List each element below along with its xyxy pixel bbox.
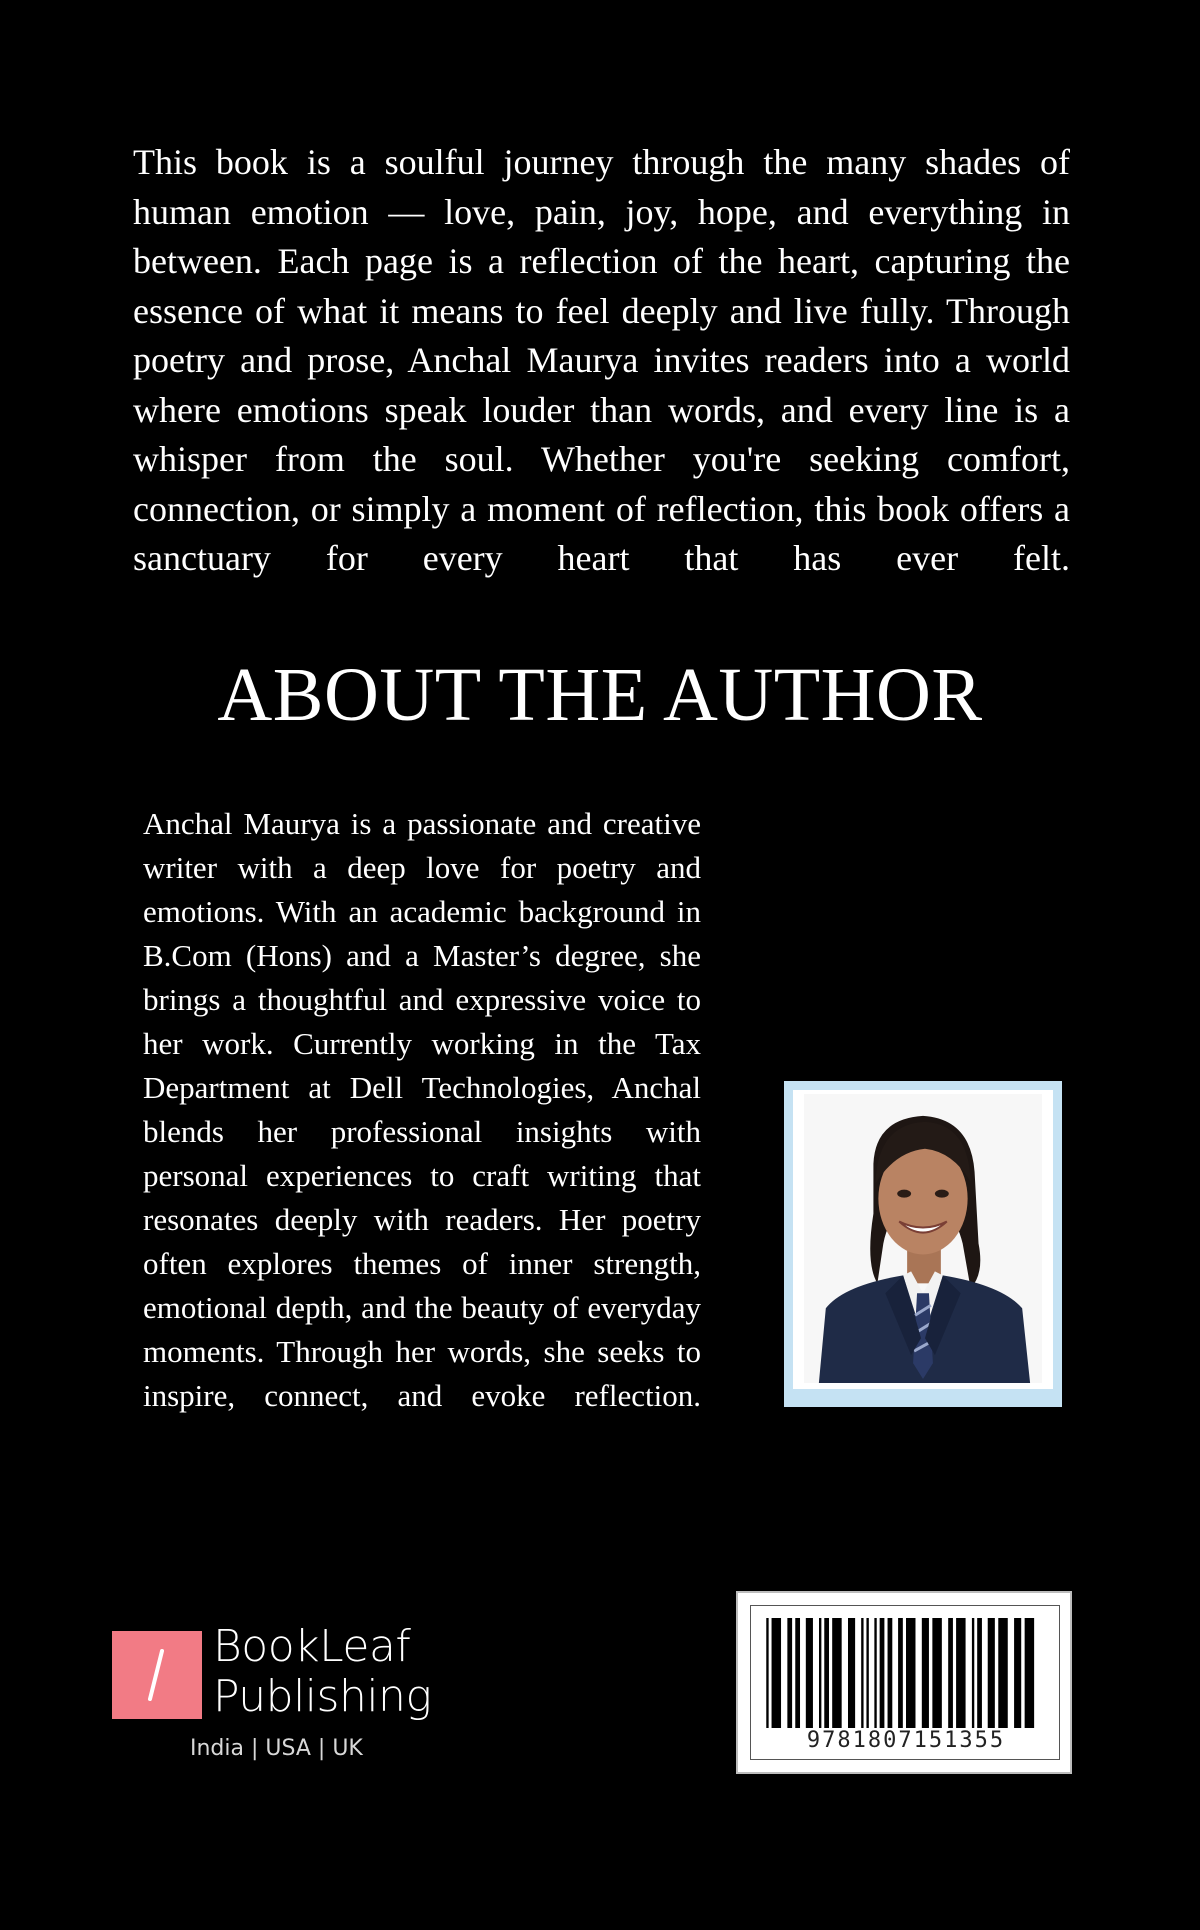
book-blurb: This book is a soulful journey through the many shades of human emotion — love, pain, joy, hope, and everything in between. Each page is a reflection of the heart, capturing the essence of what it means to feel deeply and live fully. Through poetry and prose, Anchal Maurya invites readers into a world where emotions speak louder than words, and every line is a whisper from the soul. Whether you're seeking comfort, connection, or simply a moment of reflection, this book offers a sanctuary for every heart that has ever felt. — [133, 142, 1070, 578]
barcode-bar — [866, 1618, 868, 1728]
barcode-bar — [972, 1618, 974, 1728]
barcode-bar — [888, 1618, 893, 1728]
barcode-bar — [874, 1618, 876, 1728]
slash-logo-icon — [112, 1631, 202, 1719]
author-photo — [793, 1090, 1053, 1389]
barcode-bar — [977, 1618, 982, 1728]
barcode-bar — [1014, 1618, 1021, 1728]
author-bio: Anchal Maurya is a passionate and creative writer with a deep love for poetry and emotions. With an academic background in B.Com (Hons) and a Master’s degree, she brings a thoughtful and expressive voice to her work. Currently working in the Tax Department at Dell Technologies, Anchal blends her professional insights with personal experiences to craft writing that resonates deeply with readers. Her poetry often explores themes of inner strength, emotional depth, and the beauty of everyday moments. Through her words, she seeks to inspire, connect, and evoke reflection. — [143, 806, 701, 1413]
barcode-bar — [832, 1618, 841, 1728]
barcode-bar — [766, 1618, 768, 1728]
barcode-frame — [750, 1605, 1060, 1760]
barcode-bar — [880, 1618, 885, 1728]
publisher-name-line2: Publishing — [213, 1671, 432, 1722]
barcode-bar — [1025, 1618, 1034, 1728]
barcode-bar — [824, 1618, 829, 1728]
isbn-number: 9781807151355 — [806, 1728, 1006, 1753]
barcode-bar — [806, 1618, 813, 1728]
barcode-bar — [848, 1618, 855, 1728]
barcode-bar — [787, 1618, 792, 1728]
barcode-bar — [956, 1618, 965, 1728]
isbn-barcode — [736, 1591, 1072, 1774]
author-portrait-image — [804, 1094, 1042, 1383]
publisher-name — [213, 1622, 431, 1722]
barcode-bar — [922, 1618, 929, 1728]
barcode-bar — [861, 1618, 863, 1728]
publisher-regions: India | USA | UK — [190, 1736, 363, 1761]
barcode-bar — [988, 1618, 995, 1728]
publisher-logo — [112, 1621, 452, 1773]
publisher-name-line1: BookLeaf — [213, 1621, 411, 1672]
barcode-bar — [795, 1618, 800, 1728]
barcode-bar — [772, 1618, 781, 1728]
barcode-bar — [932, 1618, 941, 1728]
barcode-bar — [948, 1618, 953, 1728]
barcode-bars — [761, 1618, 1051, 1728]
barcode-bar — [906, 1618, 915, 1728]
author-photo-frame — [784, 1081, 1062, 1407]
about-the-author-heading: ABOUT THE AUTHOR — [217, 653, 983, 737]
barcode-bar — [819, 1618, 821, 1728]
barcode-bar — [898, 1618, 903, 1728]
barcode-bar — [998, 1618, 1007, 1728]
